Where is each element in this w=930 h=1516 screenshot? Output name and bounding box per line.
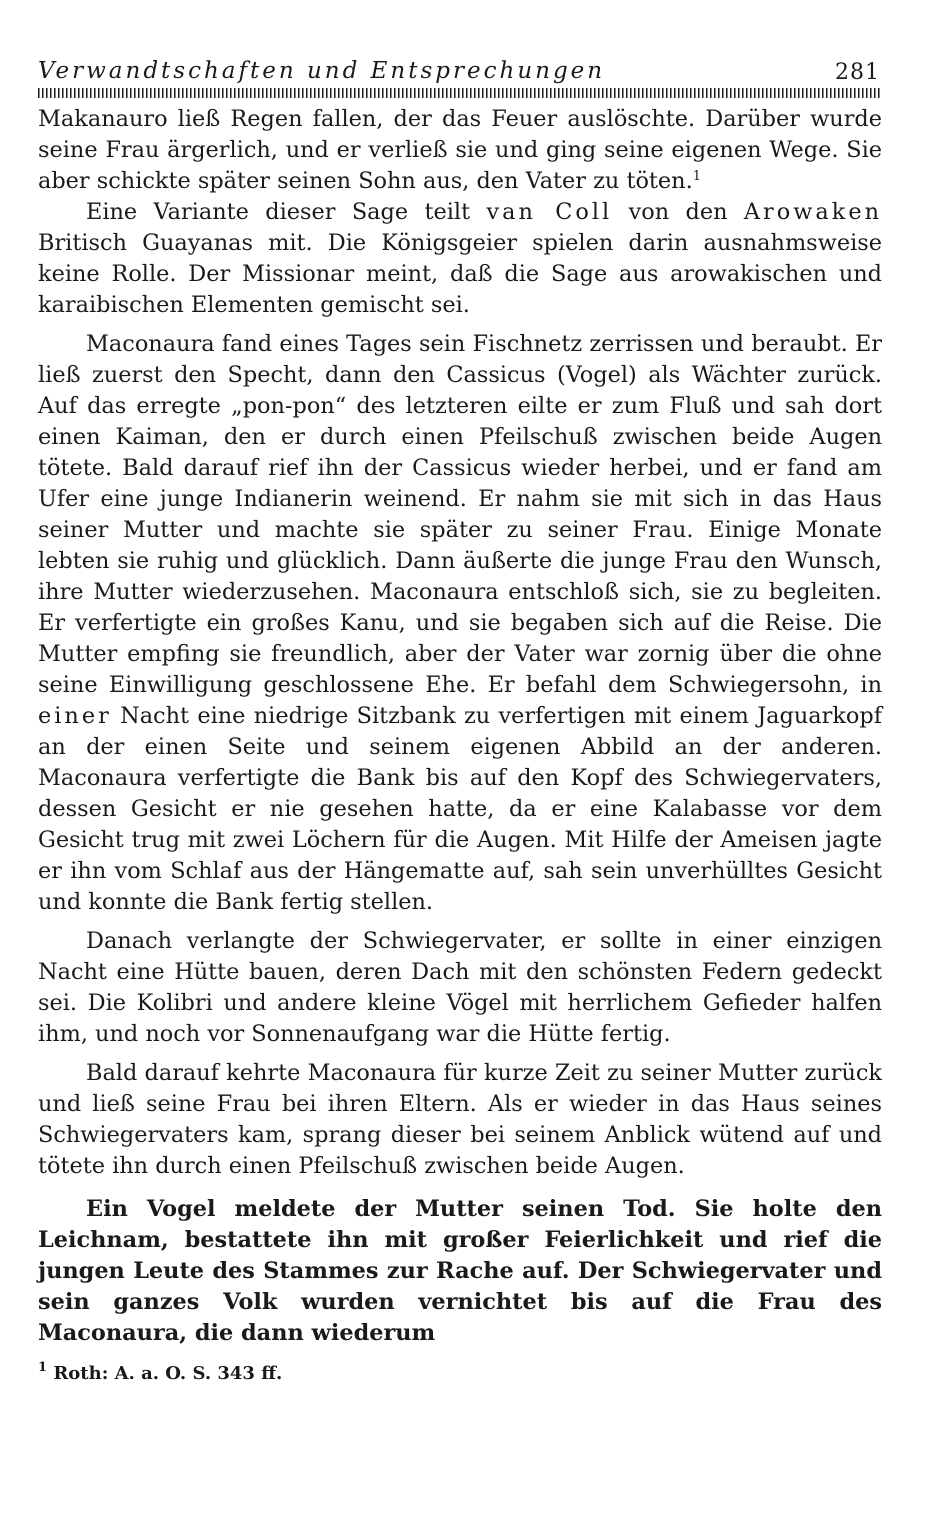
- author-name-van-coll: van Coll: [486, 199, 613, 225]
- paragraph-6: Ein Vogel meldete der Mutter seinen Tod. Sie holte den Leichnam, bestattete ihn mit großer Feierlichkeit und rief die jungen Leute des Stammes zur Rache auf. Der Schwiegervater und sein ganzes Volk wurden vernichtet bis auf die Frau des Maconaura, die dann wiederum: [38, 1196, 882, 1346]
- paragraph-2: [38, 197, 882, 321]
- tribe-name-arowaken: Arowaken: [743, 199, 882, 225]
- footnote-text: Roth: A. a. O. S. 343 ff.: [53, 1363, 283, 1384]
- paragraph-2-text-a: Eine Variante dieser Sage teilt: [86, 199, 487, 225]
- running-head: [38, 52, 882, 86]
- header-rule: [38, 88, 882, 98]
- paragraph-4: Danach verlangte der Schwiegervater, er sollte in einer einzigen Nacht eine Hütte bauen, deren Dach mit den schönsten Federn gedeckt sei. Die Kolibri und andere kleine Vögel mit herrlichem Gefieder halfen ihm, und noch vor Sonnenaufgang war die Hütte fertig.: [38, 928, 882, 1047]
- paragraph-2-text-c: Britisch Guayanas mit. Die Königsgeier spielen darin ausnahmsweise keine Rolle. Der Missionar meint, daß die Sage aus arowakischen und karaibischen Elementen gemischt sei.: [38, 230, 882, 318]
- footnote-marker: 1: [38, 1360, 48, 1375]
- page-number: 281: [835, 60, 880, 85]
- paragraph-1-text: Makanauro ließ Regen fallen, der das Feuer auslöschte. Darüber wurde seine Frau ärgerlich, und er verließ sie und ging seine eigenen Wege. Sie aber schickte später seinen Sohn aus, den Vater zu töten.: [38, 106, 882, 194]
- book-page: [38, 52, 882, 1384]
- footnote-reference: 1: [692, 169, 701, 184]
- paragraph-5: Bald darauf kehrte Maconaura für kurze Zeit zu seiner Mutter zurück und ließ seine Frau bei ihren Eltern. Als er wieder in das Haus seines Schwiegervaters kam, sprang dieser bei seinem Anblick wütend auf und tötete ihn durch einen Pfeilschuß zwischen beide Augen.: [38, 1060, 882, 1179]
- running-head-title: Verwandtschaften und Entsprechungen: [38, 58, 606, 84]
- paragraph-3-text-a: Maconaura fand eines Tages sein Fischnetz zerrissen und beraubt. Er ließ zuerst den Specht, dann den Cassicus (Vogel) als Wächter zurück. Auf das erregte „pon-pon“ des letzteren eilte er zum Fluß und sah dort einen Kaiman, den er durch einen Pfeilschuß zwischen beide Augen tötete. Bald darauf rief ihn der Cassicus wieder herbei, und er fand am Ufer eine junge Indianerin weinend. Er nahm sie mit sich in das Haus seiner Mutter und machte sie später zu seiner Frau. Einige Monate lebten sie ruhig und glücklich. Dann äußerte die junge Frau den Wunsch, ihre Mutter wiederzusehen. Maconaura entschloß sich, sie zu begleiten. Er verfertigte ein großes Kanu, und sie begaben sich auf die Reise. Die Mutter empfing sie freundlich, aber der Vater war zornig über die ohne seine Einwilligung geschlossene Ehe. Er befahl dem Schwiegersohn, in: [38, 331, 882, 698]
- footnote: [38, 1360, 882, 1384]
- emphasis-einer: einer: [38, 703, 112, 729]
- body-text: [38, 104, 882, 1349]
- paragraph-2-text-b: von den: [612, 199, 744, 225]
- paragraph-1: [38, 104, 882, 197]
- paragraph-3: [38, 329, 882, 918]
- paragraph-3-text-b: Nacht eine niedrige Sitzbank zu verfertigen mit einem Jaguarkopf an der einen Seite und seinem eigenen Abbild an der anderen. Maconaura verfertigte die Bank bis auf den Kopf des Schwiegervaters, dessen Gesicht er nie gesehen hatte, da er eine Kalabasse vor dem Gesicht trug mit zwei Löchern für die Augen. Mit Hilfe der Ameisen jagte er ihn vom Schlaf aus der Hängematte auf, sah sein unverhülltes Gesicht und konnte die Bank fertig stellen.: [38, 703, 882, 915]
